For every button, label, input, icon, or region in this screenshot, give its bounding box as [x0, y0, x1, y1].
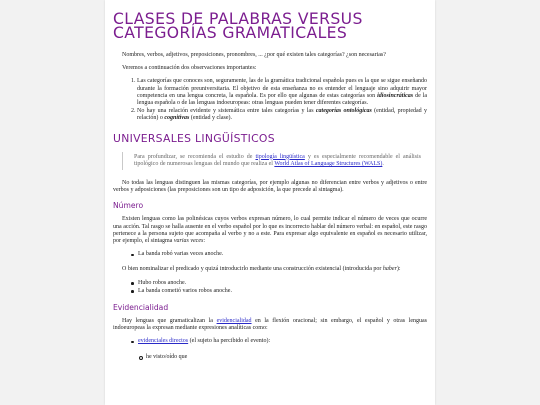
observation-item [137, 108, 427, 122]
recommendation-note [122, 152, 421, 170]
observation-text: (entidad, propiedad y relación) o [137, 108, 427, 122]
observation-text: (entidad y clase). [189, 115, 232, 122]
note-text-part: . [382, 160, 384, 167]
emphasis-term: haber [382, 266, 397, 273]
paragraph-text: ): [396, 266, 401, 273]
note-text-part: Para profundizar, se recomienda el estudio de [134, 153, 256, 160]
observation-text: No hay una relación evidente y sistemática entre tales categorías y las [137, 108, 316, 115]
observation-text: Las categorías que conoces son, seguramente, las de la gramática tradicional española pues es la que se sigue enseñando durante la formación preuniversitaria. El objetivo de esta enseñanza no es entender el lenguaje sino adquirir mayor competencia en una lengua concreta, la española. Es por ello que algunas de estas categorías son [137, 78, 427, 99]
example-item: La banda cometió varios robos anoche. [138, 288, 427, 295]
document-page [105, 0, 435, 405]
numero-paragraph-1 [113, 216, 427, 245]
example-item: Hubo robos anoche. [138, 280, 427, 287]
emphasis-term: idiosincráticas [377, 92, 414, 99]
list-item [138, 338, 427, 345]
link-wals[interactable]: World Atlas of Language Structures (WALS) [274, 160, 383, 167]
link-evidenciales-directos[interactable]: evidenciales directos [138, 338, 189, 345]
emphasis-term: varias veces [173, 238, 204, 245]
section-heading-universales: UNIVERSALES LINGÜÍSTICOS [113, 131, 275, 145]
evidencialidad-paragraph [113, 318, 427, 332]
list-item-text: (el sujeto ha percibido el evento): [188, 338, 271, 345]
section-heading-evidencialidad: Evidencialidad [113, 303, 169, 313]
observation-text: de la lengua española o de las lenguas indoeuropeas: otras lenguas pueden tener diferentes categorías. [137, 92, 427, 107]
observation-item [137, 78, 427, 107]
link-evidencialidad[interactable]: evidencialidad [216, 318, 252, 325]
intro-question: Nombres, verbos, adjetivos, preposiciones, pronombres, ... ¿por qué existen tales categorías? ¿son necesarias? [122, 52, 386, 58]
page-title: CLASES DE PALABRAS VERSUS CATEGORÍAS GRAMATICALES [113, 10, 363, 42]
observations-list [113, 78, 427, 122]
note-text [134, 154, 421, 168]
paragraph-text: en la flexión oracional; sin embargo, el español y otras lenguas indoeuropeas la expresan mediante expresiones analíticas como: [113, 318, 427, 332]
numero-example-list-2 [113, 280, 427, 295]
intro-lead: Veremos a continuación dos observaciones importantes: [122, 65, 257, 72]
link-tipologia[interactable]: tipología lingüística [255, 153, 305, 160]
universales-paragraph: No todas las lenguas distinguen las mismas categorías, por ejemplo algunas no diferencian entre verbos y adjetivos o entre verbos y adposiciones (las preposiciones son un tipo de adposición, la que precede al sintagma). [113, 180, 427, 194]
paragraph-text: O bien nominalizar el predicado y quizá introducirlo mediante una construcción existencial (introducida por [122, 266, 383, 273]
document-content [105, 0, 427, 361]
paragraph-text: Hay lenguas que gramaticalizan la [122, 318, 217, 325]
evidencial-list [113, 338, 427, 345]
paragraph-text: Existen lenguas como las polinésicas cuyos verbos expresan número, lo cual permite indicar el número de veces que ocurre una acción. Tal rasgo se halla ausente en el verbo español por lo que es incorrecto hablar del número verbal: en español, este rasgo pertenece a la persona sujeto que acompaña al verbo y no a este. Para expresar algo equivalente en español es necesario utilizar, por ejemplo, el sintagma [113, 216, 427, 245]
numero-paragraph-2 [113, 266, 427, 273]
numero-example-list [113, 251, 427, 258]
note-text-part: y es especialmente recomendable el análisis tipológico de numerosas lenguas del mundo que realiza el [134, 153, 422, 167]
sub-list-item: he visto/oído que [146, 354, 427, 361]
paragraph-text: : [203, 238, 205, 245]
section-heading-numero: Número [113, 201, 144, 211]
evidencial-sublist [113, 354, 427, 361]
emphasis-term: cognitivas [164, 115, 190, 122]
emphasis-term: categorías ontológicas [315, 108, 372, 115]
example-item: La banda robó varias veces anoche. [138, 251, 427, 258]
